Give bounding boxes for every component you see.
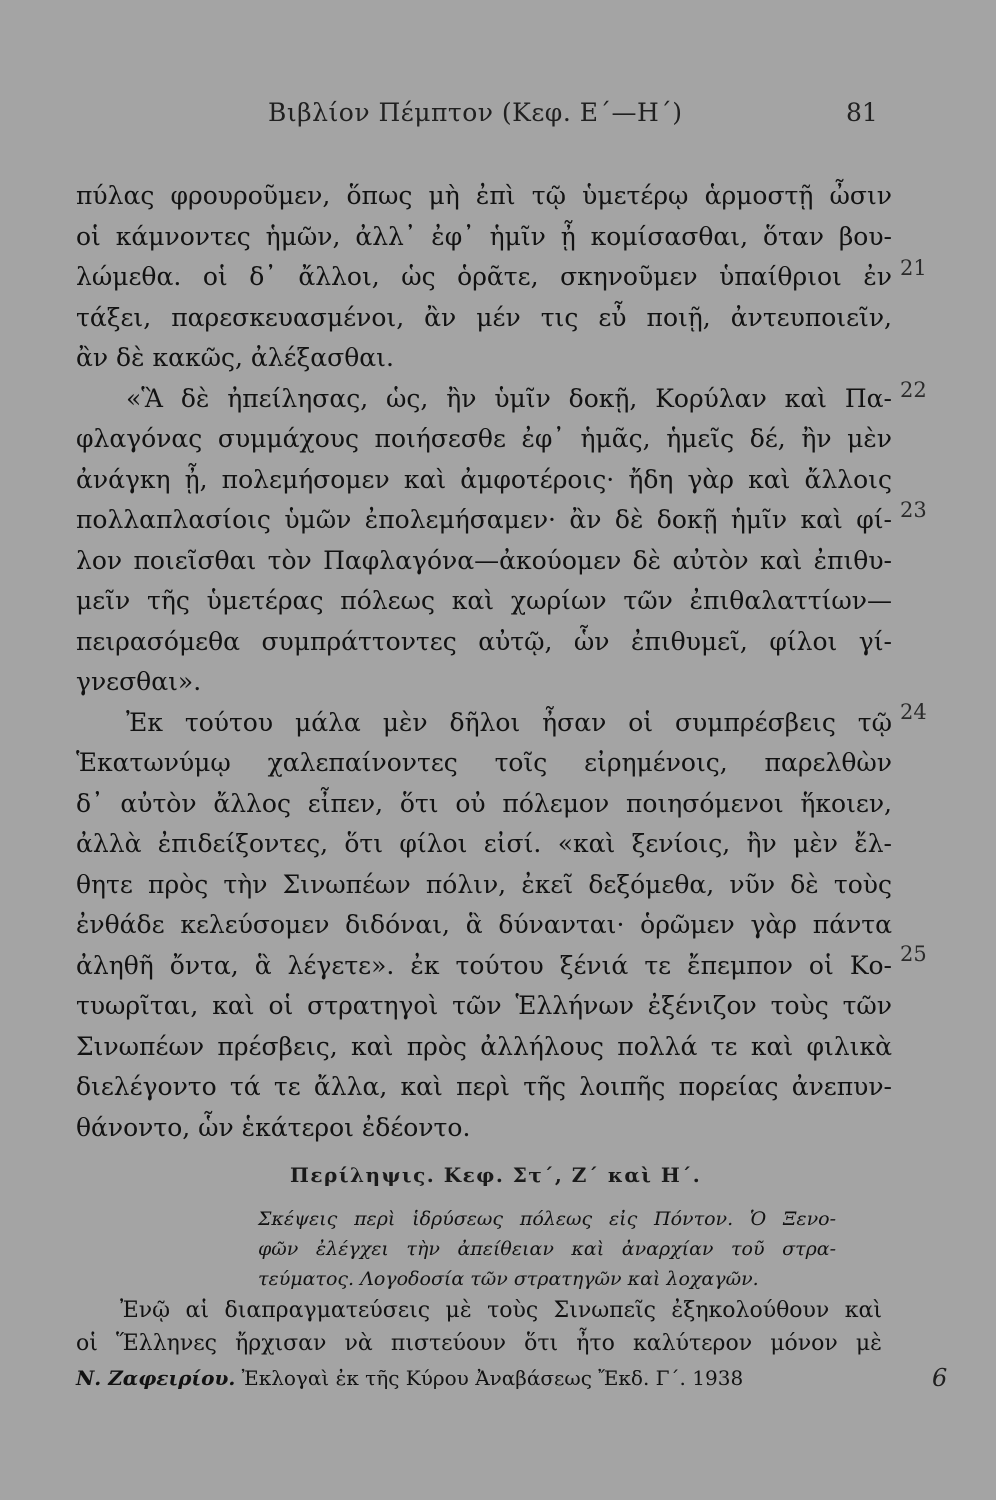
text-line: λώμεθα. οἱ δ᾽ ἄλλοι, ὡς ὁρᾶτε, σκηνοῦμεν ὑπαίθριοι ἐν (76, 262, 892, 291)
text-line: ἀλλὰ ἐπιδείξοντες, ὅτι φίλοι εἰσί. «καὶ ξενίοις, ἢν μὲν ἔλ- (76, 829, 892, 858)
text-line: πολλαπλασίοις ὑμῶν ἐπολεμήσαμεν· ἂν δὲ δοκῇ ἡμῖν καὶ φί- (76, 505, 892, 534)
main-text (76, 176, 892, 1148)
text-line: ἀνάγκη ᾖ, πολεμήσομεν καὶ ἀμφοτέροις· ἤδη γὰρ καὶ ἄλλοις (76, 464, 892, 494)
summary-line: τεύματος. Λογοδοσία τῶν στρατηγῶν καὶ λοχαγῶν. (258, 1268, 759, 1290)
text-line: πειρασόμεθα συμπράττοντες αὐτῷ, ὧν ἐπιθυμεῖ, φίλοι γί- (76, 626, 892, 656)
commentary-line: οἱ Ἕλληνες ἤρχισαν νὰ πιστεύουν ὅτι ἦτο καλύτερον μόνον μὲ (76, 1331, 882, 1356)
page-footer (76, 1366, 882, 1390)
footer-author: Ν. Ζαφειρίου. (76, 1366, 236, 1390)
text-line: δ᾽ αὐτὸν ἄλλος εἶπεν, ὅτι οὐ πόλεμον ποιησόμενοι ἥκοιεν, (76, 788, 892, 818)
section-number: 23 (900, 498, 927, 522)
text-line: τάξει, παρεσκευασμένοι, ἂν μέν τις εὖ ποιῇ, ἀντευποιεῖν, (76, 302, 892, 332)
summary-text (258, 1204, 836, 1294)
text-line: ἀληθῆ ὄντα, ἃ λέγετε». ἐκ τούτου ξένιά τε ἔπεμπον οἱ Κο- (76, 950, 892, 980)
text-line: Ἑκατωνύμῳ χαλεπαίνοντες τοῖς εἰρημένοις, παρελθὼν (76, 748, 892, 777)
summary-line: Σκέψεις περὶ ἱδρύσεως πόλεως εἰς Πόντον. Ὁ Ξενο- (258, 1208, 836, 1230)
footer-edition: Ἐκλογαὶ ἐκ τῆς Κύρου Ἀναβάσεως Ἔκδ. Γ΄. 1938 (241, 1366, 744, 1390)
section-number: 22 (900, 378, 927, 402)
text-line: ἐνθάδε κελεύσομεν διδόναι, ἃ δύνανται· ὁρῶμεν γὰρ πάντα (76, 910, 892, 939)
summary-title: Περίληψις. Κεφ. Στ΄, Ζ΄ καὶ Η΄. (290, 1163, 702, 1187)
text-line: Ἐκ τούτου μάλα μὲν δῆλοι ἦσαν οἱ συμπρέσβεις τῷ (126, 707, 892, 737)
summary-line: φῶν ἐλέγχει τὴν ἀπείθειαν καὶ ἀναρχίαν τοῦ στρα- (258, 1238, 836, 1260)
section-number: 21 (900, 256, 927, 280)
text-line: οἱ κάμνοντες ἡμῶν, ἀλλ᾽ ἐφ᾽ ἡμῖν ᾖ κομίσασθαι, ὅταν βου- (76, 221, 892, 251)
text-line: γνεσθαι». (76, 667, 202, 696)
section-number: 24 (900, 700, 927, 724)
text-line: ἂν δὲ κακῶς, ἀλέξασθαι. (76, 343, 394, 372)
text-line: πύλας φρουροῦμεν, ὅπως μὴ ἐπὶ τῷ ὑμετέρῳ ἁρμοστῇ ὦσιν (76, 181, 892, 210)
commentary-line: Ἐνῷ αἱ διαπραγματεύσεις μὲ τοὺς Σινωπεῖς ἐξηκολούθουν καὶ (120, 1298, 882, 1323)
text-line: Σινωπέων πρέσβεις, καὶ πρὸς ἀλλήλους πολλά τε καὶ φιλικὰ (76, 1031, 892, 1061)
page-number: 81 (846, 98, 878, 127)
text-line: λον ποιεῖσθαι τὸν Παφλαγόνα—ἀκούομεν δὲ αὐτὸν καὶ ἐπιθυ- (76, 545, 892, 575)
text-line: θάνοντο, ὧν ἑκάτεροι ἐδέοντο. (76, 1112, 471, 1142)
text-line: θητε πρὸς τὴν Σινωπέων πόλιν, ἐκεῖ δεξόμεθα, νῦν δὲ τοὺς (76, 869, 892, 899)
text-line: φλαγόνας συμμάχους ποιήσεσθε ἐφ᾽ ἡμᾶς, ἡμεῖς δέ, ἢν μὲν (76, 424, 892, 453)
text-line: τυωρῖται, καὶ οἱ στρατηγοὶ τῶν Ἑλλήνων ἐξένιζον τοὺς τῶν (76, 991, 892, 1020)
commentary-text (76, 1294, 882, 1360)
text-line: διελέγοντο τά τε ἄλλα, καὶ περὶ τῆς λοιπῆς πορείας ἀνεπυν- (76, 1072, 892, 1101)
section-number: 25 (900, 942, 927, 966)
running-header: Βιβλίον Πέμπτον (Κεφ. Ε΄—Η΄) (268, 98, 683, 127)
signature-mark: 6 (932, 1364, 948, 1392)
text-line: «Ἃ δὲ ἠπείλησας, ὡς, ἢν ὑμῖν δοκῇ, Κορύλαν καὶ Πα- (126, 383, 892, 413)
text-line: μεῖν τῆς ὑμετέρας πόλεως καὶ χωρίων τῶν ἐπιθαλαττίων— (76, 586, 892, 615)
